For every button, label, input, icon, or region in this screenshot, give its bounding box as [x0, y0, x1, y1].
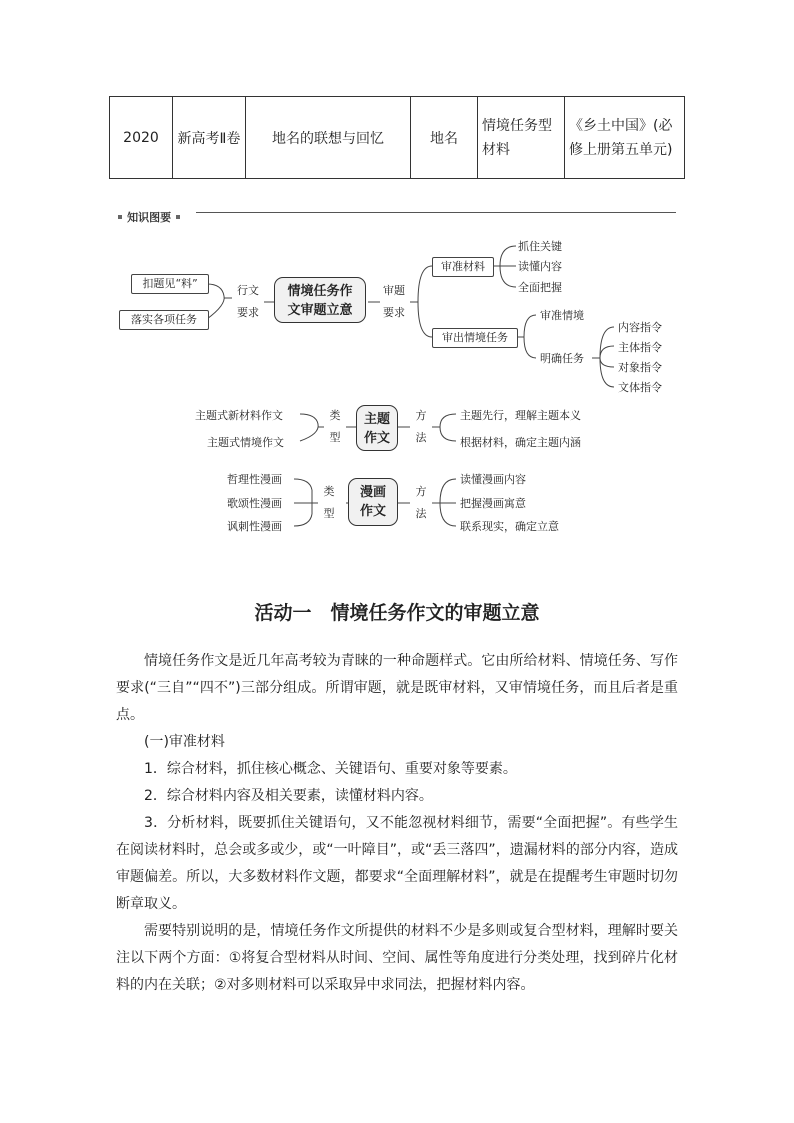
cell-source: 《乡土中国》(必修上册第五单元) — [565, 97, 685, 179]
connector-xingwen — [232, 280, 264, 324]
conn-text: 类 — [329, 409, 341, 422]
leaf-item: 读懂漫画内容 — [460, 473, 526, 486]
leaf-item: 歌颂性漫画 — [227, 497, 282, 510]
center-text: 主题 — [363, 412, 390, 427]
activity-title: 活动一 情境任务作文的审题立意 — [254, 602, 540, 624]
leaf-item: 主题先行，理解主题本义 — [460, 409, 581, 422]
paragraph-item-3: 3．分析材料，既要抓住关键语句，又不能忽视材料细节，需要“全面把握”。有些学生在阅读材料时，总会或多或少，或“一叶障目”，或“丢三落四”，遗漏材料的部分内容，造成审题偏差。所以，大多数材料作文题，都要求“全面理解材料”，就是在提醒考生审题时切勿断章取义。 — [116, 815, 678, 912]
cell-topic: 地名的联想与回忆 — [246, 97, 411, 179]
leaf-item: 联系现实，确定立意 — [460, 520, 559, 533]
center-node-comic — [348, 478, 398, 526]
conn-text: 法 — [415, 431, 427, 444]
leaf-item: 哲理性漫画 — [227, 473, 282, 486]
cell-keyword: 地名 — [411, 97, 478, 179]
conn-text: 法 — [415, 507, 427, 520]
conn-text: 类 — [323, 485, 335, 498]
connector-leixing — [318, 481, 340, 525]
conn-text: 行文 — [237, 284, 259, 297]
conn-text: 审题 — [383, 284, 405, 297]
leaf-item: 对象指令 — [618, 361, 662, 374]
connector-fangfa — [410, 481, 432, 525]
cell-paper: 新高考Ⅱ卷 — [173, 97, 246, 179]
leaf-item: 文体指令 — [618, 381, 662, 394]
paragraph-item-2: 2．综合材料内容及相关要素，读懂材料内容。 — [144, 788, 433, 804]
center-text: 作文 — [359, 504, 386, 519]
node-left1: 扣题见“料” — [131, 274, 209, 294]
leaf-item: 内容指令 — [618, 321, 662, 334]
leaf-item: 主体指令 — [618, 341, 662, 354]
leaf-item: 主题式新材料作文 — [195, 409, 283, 422]
center-text: 作文 — [363, 431, 390, 446]
cell-year: 2020 — [110, 97, 173, 179]
paragraph-intro: 情境任务作文是近几年高考较为青睐的一种命题样式。它由所给材料、情境任务、写作要求(“三自”“四不”)三部分组成。所谓审题，就是既审材料，又审情境任务，而且后者是重点。 — [116, 653, 678, 723]
center-text: 漫画 — [359, 485, 386, 500]
section-title: 知识图要 — [127, 211, 172, 224]
leaf-item: 读懂内容 — [518, 260, 562, 273]
leaf-item: 根据材料，确定主题内涵 — [460, 436, 581, 449]
center-node-situation — [274, 277, 366, 323]
leaf-item: 讽刺性漫画 — [227, 520, 282, 533]
paragraph-note: 需要特别说明的是，情境任务作文所提供的材料不少是多则或复合型材料，理解时要关注以下两个方面：①将复合型材料从时间、空间、属性等角度进行分类处理，找到碎片化材料的内在关联；②对多则材料可以采取异中求同法，把握材料内容。 — [116, 923, 678, 993]
conn-text: 方 — [415, 485, 427, 498]
branch-qingjing-renwu: 审出情境任务 — [432, 328, 518, 348]
conn-text: 要求 — [383, 306, 405, 319]
leaf-item: 把握漫画寓意 — [460, 497, 526, 510]
paragraph-heading: (一)审准材料 — [144, 734, 225, 750]
connector-leixing — [324, 405, 346, 449]
leaf-item: 主题式情境作文 — [207, 436, 284, 449]
sub-item: 明确任务 — [540, 352, 584, 365]
conn-text: 型 — [329, 431, 341, 444]
connector-fangfa — [410, 405, 432, 449]
leaf-item: 抓住关键 — [518, 240, 562, 253]
conn-text: 方 — [415, 409, 427, 422]
sub-item: 审准情境 — [540, 309, 584, 322]
node-left2: 落实各项任务 — [119, 310, 209, 330]
center-node-theme — [356, 405, 398, 451]
connector-shenti — [378, 280, 410, 324]
branch-shenzhun-cailiao: 审准材料 — [432, 257, 494, 277]
center-text: 文审题立意 — [287, 303, 353, 318]
leaf-item: 全面把握 — [518, 281, 562, 294]
conn-text: 型 — [323, 507, 335, 520]
paragraph-item-1: 1．综合材料，抓住核心概念、关键语句、重要对象等要素。 — [144, 761, 517, 777]
conn-text: 要求 — [237, 306, 259, 319]
cell-type: 情境任务型材料 — [478, 97, 565, 179]
center-text: 情境任务作 — [287, 284, 353, 299]
